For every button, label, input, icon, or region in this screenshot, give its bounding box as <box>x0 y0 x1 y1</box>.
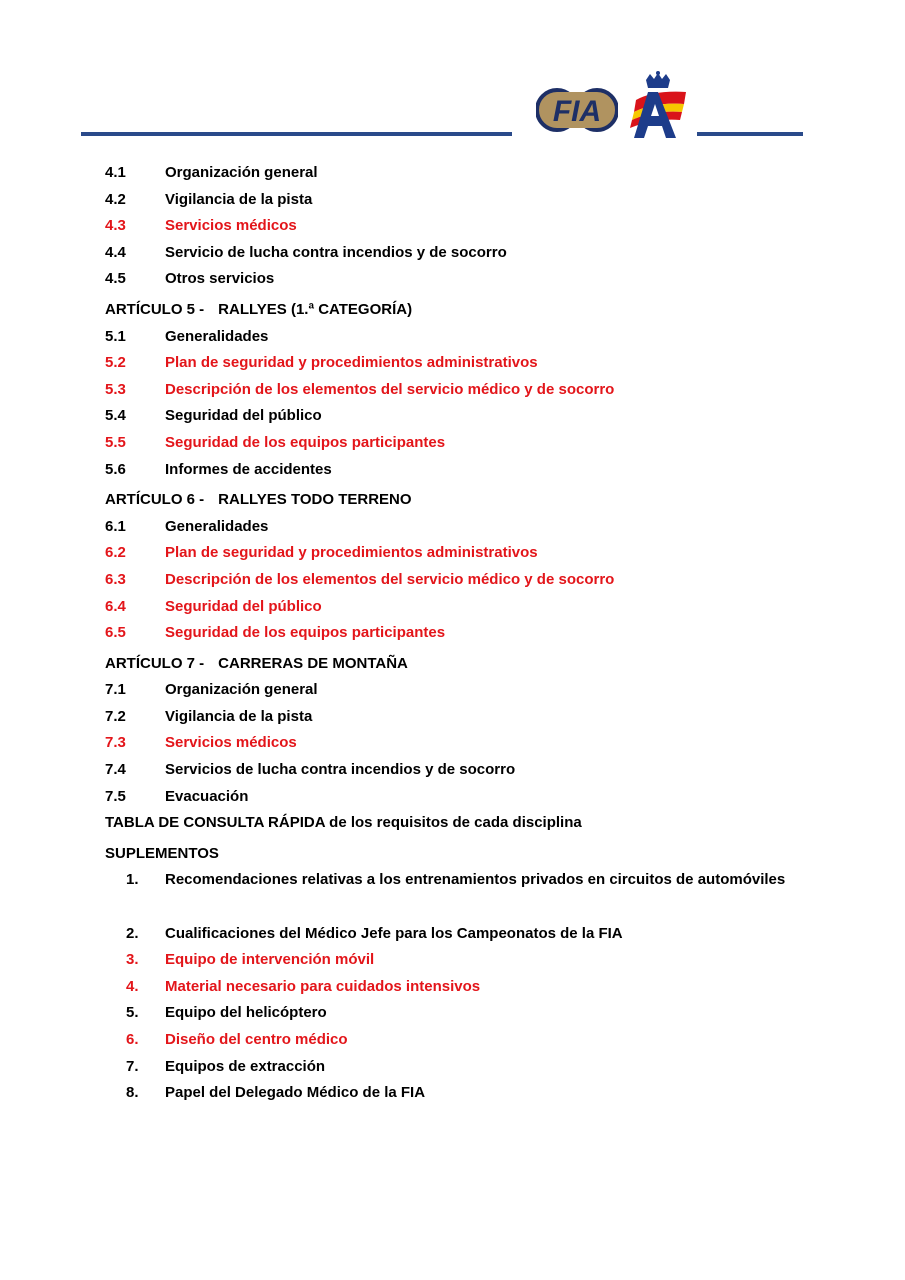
toc-item-title: Servicios de lucha contra incendios y de socorro <box>165 761 516 779</box>
toc-item-title: Descripción de los elementos del servicio médico y de socorro <box>165 380 615 398</box>
toc-item[interactable] <box>105 403 801 430</box>
toc-item-number: 4.3 <box>105 217 126 235</box>
toc-item[interactable] <box>105 187 801 214</box>
supplement-number: 8. <box>126 1084 139 1102</box>
supplement-title: Cualificaciones del Médico Jefe para los Campeonatos de la FIA <box>165 924 623 942</box>
toc-item-number: 7.1 <box>105 681 126 699</box>
supplement-number: 7. <box>126 1057 139 1075</box>
toc-item-title: Informes de accidentes <box>165 460 332 478</box>
toc-item[interactable] <box>105 240 801 267</box>
article-title: RALLYES TODO TERRENO <box>218 491 412 509</box>
article-title: CARRERAS DE MONTAÑA <box>218 654 408 672</box>
toc-item-title: Seguridad de los equipos participantes <box>165 624 446 642</box>
toc-item-title: Servicio de lucha contra incendios y de socorro <box>165 243 507 261</box>
toc-item-title: Descripción de los elementos del servicio médico y de socorro <box>165 570 615 588</box>
toc-item[interactable] <box>105 457 801 484</box>
toc-item[interactable] <box>105 160 801 187</box>
toc-item-number: 6.1 <box>105 517 126 535</box>
toc-item-title: Otros servicios <box>165 270 275 288</box>
toc-item-title: Servicios médicos <box>165 734 297 752</box>
toc-item-number: 6.2 <box>105 544 126 562</box>
toc-item[interactable] <box>105 514 801 541</box>
toc-article-heading[interactable] <box>105 293 801 324</box>
toc-item-number: 7.4 <box>105 761 126 779</box>
toc-item-title: Vigilancia de la pista <box>165 707 313 725</box>
toc-item[interactable] <box>105 567 801 594</box>
toc-item[interactable] <box>105 784 801 811</box>
toc-item[interactable] <box>105 266 801 293</box>
toc-item-number: 5.5 <box>105 433 126 451</box>
toc-item[interactable] <box>105 730 801 757</box>
toc-item-title: Generalidades <box>165 327 269 345</box>
article-label: ARTÍCULO 7 - <box>105 654 205 672</box>
crown-flag-a-logo <box>624 70 692 140</box>
toc-supplement-item[interactable] <box>105 1027 801 1054</box>
toc-supplement-item[interactable] <box>105 921 801 948</box>
toc-item-title: Organización general <box>165 681 318 699</box>
article-label: ARTÍCULO 6 - <box>105 491 205 509</box>
toc-item[interactable] <box>105 430 801 457</box>
supplement-title: Diseño del centro médico <box>165 1031 348 1048</box>
toc-supplement-item[interactable] <box>105 947 801 974</box>
toc-item-number: 5.2 <box>105 354 126 372</box>
toc-item[interactable] <box>105 757 801 784</box>
toc-item-number: 6.4 <box>105 597 126 615</box>
fia-logo-text: FIA <box>552 95 602 128</box>
supplement-number: 4. <box>126 977 139 995</box>
toc-item[interactable] <box>105 594 801 621</box>
toc-item-title: Seguridad del público <box>165 597 322 615</box>
table-of-contents <box>105 160 801 1107</box>
toc-supplement-item[interactable] <box>105 1054 801 1081</box>
supplement-title: Equipo del helicóptero <box>165 1004 327 1022</box>
supplement-title: Recomendaciones relativas a los entrenamientos privados en circuitos de automóviles <box>165 871 786 889</box>
toc-item-title: Evacuación <box>165 787 249 805</box>
supplement-number: 6. <box>126 1031 139 1048</box>
toc-item[interactable] <box>105 620 801 647</box>
toc-item[interactable] <box>105 350 801 377</box>
toc-item-number: 4.5 <box>105 270 126 288</box>
article-title: RALLYES (1.ª CATEGORÍA) <box>218 300 413 318</box>
toc-supplement-item[interactable] <box>105 974 801 1001</box>
quick-table-title: TABLA DE CONSULTA RÁPIDA de los requisitos de cada disciplina <box>105 814 582 832</box>
toc-item-number: 4.4 <box>105 243 126 261</box>
supplement-title: Papel del Delegado Médico de la FIA <box>165 1084 426 1102</box>
header-rule-left <box>81 132 512 136</box>
supplement-number: 5. <box>126 1004 139 1022</box>
toc-item-number: 6.3 <box>105 570 126 588</box>
page-header <box>0 0 905 150</box>
toc-item-title: Servicios médicos <box>165 217 297 235</box>
toc-item-title: Seguridad del público <box>165 407 322 425</box>
toc-item-number: 7.5 <box>105 787 126 805</box>
toc-item-number: 7.3 <box>105 734 126 752</box>
toc-item-title: Organización general <box>165 164 318 181</box>
toc-supplement-item[interactable] <box>105 1080 801 1107</box>
toc-item-title: Plan de seguridad y procedimientos administrativos <box>165 544 538 562</box>
supplement-number: 2. <box>126 924 139 942</box>
toc-item-number: 5.4 <box>105 407 126 425</box>
toc-item[interactable] <box>105 677 801 704</box>
toc-item-number: 4.2 <box>105 190 126 208</box>
toc-item[interactable] <box>105 324 801 351</box>
supplement-title: Equipos de extracción <box>165 1057 326 1075</box>
toc-item-number: 5.6 <box>105 460 126 478</box>
toc-item[interactable] <box>105 540 801 567</box>
toc-item-title: Seguridad de los equipos participantes <box>165 433 446 451</box>
toc-item[interactable] <box>105 704 801 731</box>
toc-item[interactable] <box>105 213 801 240</box>
toc-item-number: 4.1 <box>105 164 126 181</box>
supplement-number: 3. <box>126 951 139 969</box>
toc-item[interactable] <box>105 377 801 404</box>
supplement-title: Material necesario para cuidados intensivos <box>165 977 481 995</box>
toc-article-heading[interactable] <box>105 483 801 514</box>
toc-item-title: Generalidades <box>165 517 269 535</box>
toc-quick-table[interactable] <box>105 810 801 837</box>
toc-article-heading[interactable] <box>105 647 801 678</box>
toc-item-number: 6.5 <box>105 624 126 642</box>
toc-item-number: 7.2 <box>105 707 126 725</box>
toc-item-title: Plan de seguridad y procedimientos administrativos <box>165 354 538 372</box>
supplements-title: SUPLEMENTOS <box>105 844 219 862</box>
fia-logo <box>536 82 618 138</box>
toc-supplements-heading[interactable] <box>105 837 801 868</box>
header-rule-right <box>697 132 803 136</box>
toc-supplement-item[interactable] <box>105 867 801 920</box>
supplement-title: Equipo de intervención móvil <box>165 951 375 969</box>
toc-supplement-item[interactable] <box>105 1000 801 1027</box>
toc-item-title: Vigilancia de la pista <box>165 190 313 208</box>
supplement-number: 1. <box>126 871 139 889</box>
toc-item-number: 5.3 <box>105 380 126 398</box>
toc-item-number: 5.1 <box>105 327 126 345</box>
article-label: ARTÍCULO 5 - <box>105 300 205 318</box>
